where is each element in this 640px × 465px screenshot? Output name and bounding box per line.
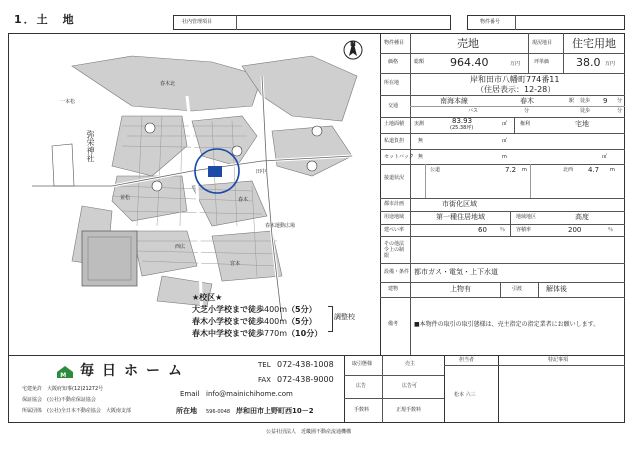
company-assoc2: 所属団体 (公社)全日本不動産協会 大阪南支部: [22, 408, 131, 414]
school-district: [192, 294, 372, 349]
bus-unit: 分: [524, 108, 530, 114]
map-area-label: 並松: [120, 195, 131, 201]
walk-label: 徒歩: [580, 98, 591, 104]
school-line: 春木小学校まで徒歩400m（5分）: [192, 317, 317, 326]
road-dir: 北西: [563, 167, 574, 173]
map-park-label: 春木運動広場: [265, 223, 296, 229]
contact-label: 担当者: [459, 357, 475, 363]
setback-unit: m: [502, 154, 507, 160]
internal-mgmt-label: 社内管理項目: [182, 19, 213, 25]
land-area-value: 83.93: [452, 117, 473, 125]
school-title: ★校区★: [192, 293, 223, 302]
road-width: 7.2: [505, 166, 517, 174]
building-value: 上物有: [450, 285, 471, 293]
urban-value: 市街化区域: [442, 200, 477, 208]
setback-label: セットバック: [384, 154, 414, 160]
road-label: 接道状況: [384, 175, 405, 181]
fee-label: 手数料: [354, 407, 370, 413]
land-area-label: 土地面積: [384, 121, 405, 127]
sqm-unit: ㎡: [502, 121, 508, 127]
private-road-value: 無: [418, 138, 424, 144]
address-label: 所在地: [176, 407, 197, 415]
school-adjust-label: 調整校: [334, 313, 355, 321]
tel-value: 072-438-1008: [277, 360, 334, 369]
delivery-value: 解体後: [546, 285, 567, 293]
setback-sqm: ㎡: [602, 154, 608, 160]
far-unit: ％: [608, 227, 614, 233]
mode-value: 売主: [405, 361, 416, 367]
road-public: 公道: [430, 167, 441, 173]
price-unit: 万円: [510, 61, 521, 67]
company-assoc1: 保証協会 (公社)不動産保証協会: [22, 397, 96, 403]
price-value: 964.40: [450, 56, 489, 69]
building-label: 建物: [388, 286, 399, 292]
special-label: 特記事項: [548, 357, 569, 363]
map-area-label: 一本松: [60, 99, 76, 105]
ad-value: 広告可: [402, 383, 418, 389]
location-value: 岸和田市八幡町774番11: [470, 75, 560, 84]
fax-label: FAX: [258, 376, 271, 384]
email-label: Email: [180, 390, 200, 398]
map-area-label: 春木: [238, 197, 249, 203]
contact-value: 松本 六三: [454, 392, 476, 398]
tsubo-value: 38.0: [576, 56, 601, 69]
map-area-label: 田中: [256, 169, 267, 175]
location-sub: （住居表示：12-28）: [476, 85, 556, 94]
facilities-label: 設備・条件: [384, 269, 410, 275]
price-total-label: 総額: [414, 59, 425, 65]
map-north-label: N: [350, 40, 356, 48]
internal-mgmt-box: [173, 15, 451, 30]
company-license: 宅建免許 大阪府知事(12)21272号: [22, 386, 104, 392]
map-area-label: 春木北: [160, 81, 176, 87]
land-area-type: 実測: [414, 121, 425, 127]
station-suffix: 駅: [569, 98, 575, 104]
tel-label: TEL: [258, 361, 271, 369]
district-value: 高度: [575, 213, 589, 221]
school-line: 春木中学校まで徒歩770m（10分）: [192, 329, 323, 338]
type-label: 物件種目: [384, 40, 405, 46]
walk2-unit: 分: [617, 108, 623, 114]
property-no-label: 物件番号: [480, 19, 501, 25]
mode-label: 取引態様: [352, 361, 373, 367]
far-value: 200: [568, 226, 582, 234]
ad-label: 広告: [356, 383, 367, 389]
line-value: 南海本線: [440, 97, 468, 105]
tsubo-unit: 万円: [605, 61, 616, 67]
category-label: 現況地目: [532, 40, 553, 46]
type-value: 売地: [457, 37, 479, 50]
email-value: info@mainichihome.com: [206, 390, 293, 398]
map-area: [12, 36, 382, 321]
district-label: 地域地区: [516, 214, 537, 220]
traffic-label: 交通: [388, 103, 399, 109]
map-area-label: 宮本: [230, 261, 241, 267]
private-road-label: 私道負担: [384, 138, 405, 144]
road-front-unit: m: [610, 167, 615, 173]
urban-label: 都市計画: [384, 201, 405, 207]
svg-text:M: M: [60, 372, 67, 379]
company-logo-icon: [56, 364, 74, 378]
rights-value: 宅地: [575, 120, 589, 128]
notes-label: 備考: [388, 321, 399, 327]
zoning-value: 第一種住居地域: [436, 213, 485, 221]
bus-label: バス: [468, 108, 479, 114]
page-title: 1．土 地: [14, 13, 76, 26]
delivery-label: 引渡: [512, 286, 523, 292]
footer-text: 公益社団法人 近畿圏不動産流通機構: [266, 429, 352, 435]
fax-value: 072-438-9000: [277, 375, 334, 384]
private-road-unit: ㎡: [502, 138, 508, 144]
station-value: 春木: [520, 97, 534, 105]
tsubo-label: 坪単価: [534, 59, 550, 65]
road-front: 4.7: [588, 166, 600, 174]
land-area-tsubo: (25.38坪): [450, 125, 474, 131]
notes-value: ■本物件の取引の取引態様は、売主指定の指定業者にお願いします。: [414, 321, 600, 328]
setback-value: 無: [418, 154, 424, 160]
fee-value: 正規手数料: [396, 407, 422, 413]
company-name: 毎日ホーム: [80, 363, 190, 379]
rights-label: 権利: [520, 121, 531, 127]
category-value: 住宅用地: [572, 37, 616, 50]
coverage-value: 60: [478, 226, 487, 234]
other-label: その他法令上の制限: [384, 241, 405, 259]
price-label: 価格: [388, 59, 399, 65]
location-label: 所在地: [384, 80, 400, 86]
coverage-unit: ％: [500, 227, 506, 233]
coverage-label: 建ぺい率: [384, 227, 405, 233]
zoning-label: 用途地域: [384, 214, 405, 220]
facilities-value: 都市ガス・電気・上下水道: [414, 268, 498, 276]
walk-unit: 分: [617, 98, 623, 104]
road-width-unit: m: [522, 167, 527, 173]
school-line: 大芝小学校まで徒歩400m（5分）: [192, 305, 317, 314]
address-zip: 596-0048: [206, 409, 231, 415]
address-value: 岸和田市上野町西10－2: [236, 407, 314, 415]
map-shrine-label: 弥栄神社: [86, 130, 95, 162]
map-svg: [12, 36, 382, 321]
far-label: 容積率: [516, 227, 532, 233]
walk-value: 9: [603, 97, 608, 105]
map-area-label: 西広: [175, 244, 186, 250]
walk2-label: 徒歩: [580, 108, 591, 114]
